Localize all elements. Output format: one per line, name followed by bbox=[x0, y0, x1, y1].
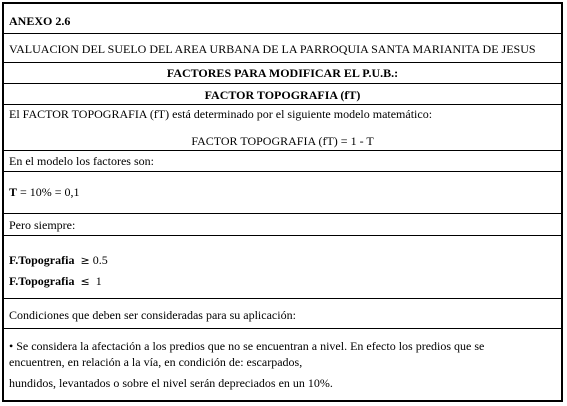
constraint-name: F.Topografia bbox=[9, 274, 75, 288]
annex-document bbox=[2, 2, 563, 402]
constraint-value: 0.5 bbox=[92, 253, 108, 267]
valuation-title-row bbox=[4, 34, 561, 63]
always-label: Pero siempre: bbox=[9, 218, 76, 232]
conditions-label: Condiciones que deben ser consideradas para su aplicación: bbox=[9, 308, 296, 322]
conditions-line-3: hundidos, levantados o sobre el nivel serán depreciados en un 10%. bbox=[9, 376, 333, 390]
constraint-name: F.Topografia bbox=[9, 253, 75, 267]
topography-heading-row bbox=[4, 84, 561, 105]
annex-label-row bbox=[4, 4, 561, 34]
factors-heading: FACTORES PARA MODIFICAR EL P.U.B.: bbox=[166, 66, 399, 80]
conditions-text-row bbox=[4, 329, 561, 400]
constraint-min bbox=[9, 253, 108, 268]
factors-intro: En el modelo los factores son: bbox=[9, 154, 154, 168]
factors-heading-row bbox=[4, 63, 561, 84]
t-symbol: T bbox=[9, 185, 18, 199]
topography-heading: FACTOR TOPOGRAFIA (fT) bbox=[204, 88, 361, 102]
constraint-value: 1 bbox=[95, 274, 102, 288]
greater-equal-symbol: ≥ bbox=[80, 254, 90, 267]
factors-intro-row bbox=[4, 151, 561, 172]
always-row bbox=[4, 214, 561, 236]
t-definition-row bbox=[4, 172, 561, 214]
conditions-line-1: • Se considera la afectación a los predios que no se encuentran a nivel. En efecto los predios que se bbox=[9, 339, 485, 353]
t-definition bbox=[9, 185, 80, 200]
less-equal-symbol: ≤ bbox=[80, 275, 90, 288]
t-value: = 10% = 0,1 bbox=[20, 185, 80, 199]
constraints-row bbox=[4, 236, 561, 299]
constraint-max bbox=[9, 274, 102, 289]
conditions-label-row bbox=[4, 299, 561, 329]
annex-label: ANEXO 2.6 bbox=[9, 14, 71, 28]
model-row bbox=[4, 105, 561, 151]
model-intro: El FACTOR TOPOGRAFIA (fT) está determinado por el siguiente modelo matemático: bbox=[9, 107, 433, 121]
formula: FACTOR TOPOGRAFIA (fT) = 1 - T bbox=[191, 134, 374, 148]
valuation-title: VALUACION DEL SUELO DEL AREA URBANA DE LA PARROQUIA SANTA MARIANITA DE JESUS bbox=[9, 42, 536, 56]
conditions-line-2: encuentren, en relación a la vía, en condición de: escarpados, bbox=[9, 355, 303, 369]
